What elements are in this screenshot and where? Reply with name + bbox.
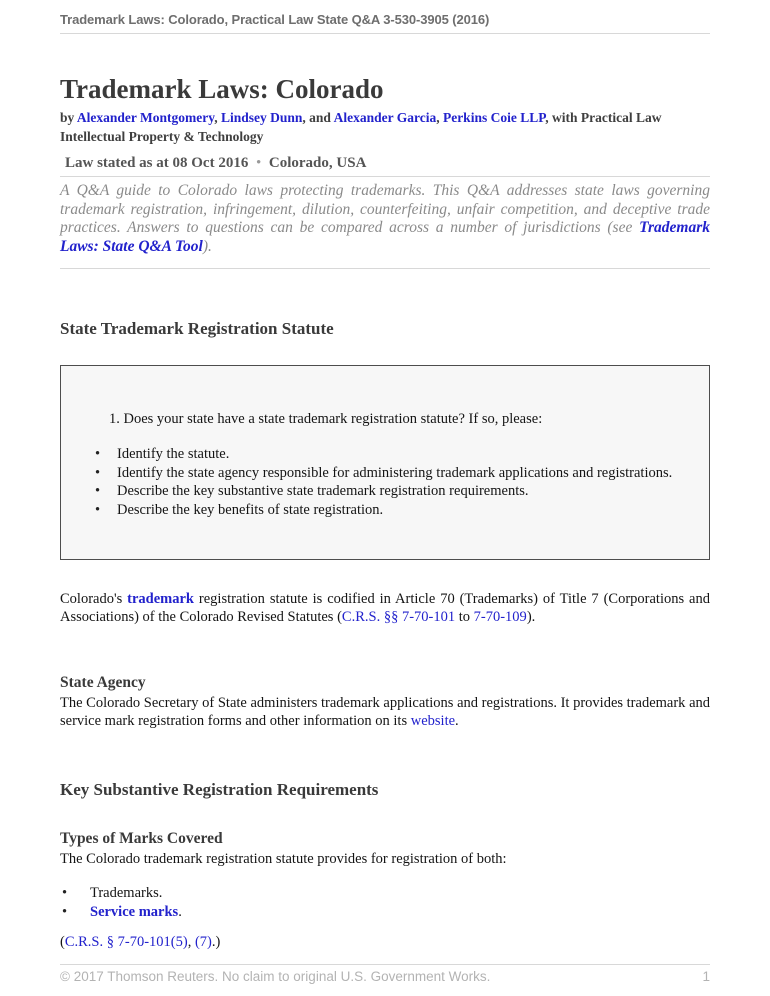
byline-prefix: by xyxy=(60,110,77,125)
subheading-state-agency: State Agency xyxy=(60,674,146,692)
byline-separator: , xyxy=(214,110,221,125)
types-intro-paragraph: The Colorado trademark registration statute provides for registration of both: xyxy=(60,851,507,868)
byline xyxy=(60,109,710,146)
separator-dot: • xyxy=(256,154,261,169)
statute-link-7-70-109[interactable]: 7-70-109 xyxy=(473,609,527,626)
answer-text: ). xyxy=(526,609,536,626)
author-link-montgomery[interactable]: Alexander Montgomery xyxy=(76,110,215,125)
marks-bullet-trademarks: • Trademarks. xyxy=(60,884,710,903)
abstract-text-end: ). xyxy=(202,237,212,255)
question-text: 1. Does your state have a state trademark registration statute? If so, please: xyxy=(109,411,543,428)
marks-bullet-service-marks xyxy=(60,903,710,922)
jurisdiction-label: Colorado, USA xyxy=(268,155,367,171)
citation-link-7[interactable]: (7) xyxy=(194,934,212,951)
agency-text-end: . xyxy=(455,713,459,730)
question-bullet-item: • Identify the statute. xyxy=(93,445,697,464)
question-bullet-item: • Describe the key benefits of state registration. xyxy=(93,501,697,520)
service-marks-link[interactable]: Service marks xyxy=(90,903,179,920)
byline-suffix: , with Practical Law Intellectual Property & Technology xyxy=(60,110,662,144)
header-divider xyxy=(60,33,710,34)
statute-link-7-70-101[interactable]: C.R.S. §§ 7-70-101 xyxy=(341,609,456,626)
footer-copyright: © 2017 Thomson Reuters. No claim to original U.S. Government Works. xyxy=(60,969,491,984)
question-bullet-list xyxy=(93,445,697,519)
website-link[interactable]: website xyxy=(410,713,456,730)
abstract-divider xyxy=(60,268,710,269)
law-stated-row xyxy=(60,154,710,177)
section-heading-key-requirements: Key Substantive Registration Requirements xyxy=(60,780,379,800)
answer-text: registration statute is codified in Article 70 (Trademarks) of Title 7 (Corporations and Associations) of the Colorado Revised Statutes ( xyxy=(60,591,710,626)
answer-text: to xyxy=(455,609,474,626)
question-bullet-item: • Describe the key substantive state trademark registration requirements. xyxy=(93,482,697,501)
author-link-garcia[interactable]: Alexander Garcia xyxy=(333,110,437,125)
citation-text: ( xyxy=(60,934,65,951)
bullet-suffix: . xyxy=(178,903,182,920)
law-stated-date: Law stated as at 08 Oct 2016 xyxy=(65,155,249,171)
author-link-dunn[interactable]: Lindsey Dunn xyxy=(221,110,303,125)
byline-separator: , xyxy=(436,110,443,125)
marks-bullet-list xyxy=(60,884,710,921)
citation-link-7-70-101-5[interactable]: C.R.S. § 7-70-101(5) xyxy=(64,934,188,951)
footer-page-number: 1 xyxy=(702,969,710,984)
abstract-text: A Q&A guide to Colorado laws protecting trademarks. This Q&A addresses state laws governing trademark registration, infringement, dilution, counterfeiting, unfair competition, and deceptive trade practices. Answers to questions can be compared across a number of jurisdictions (see xyxy=(60,182,710,237)
abstract-paragraph xyxy=(60,182,710,256)
agency-paragraph xyxy=(60,694,710,730)
footer-divider xyxy=(60,964,710,965)
document-header xyxy=(60,0,710,34)
subheading-types-of-marks: Types of Marks Covered xyxy=(60,830,223,848)
section-heading-registration-statute: State Trademark Registration Statute xyxy=(60,319,334,339)
citation-text-end: .) xyxy=(211,934,221,951)
trademark-glossary-link[interactable]: trademark xyxy=(127,591,194,608)
question-box xyxy=(60,365,710,560)
header-breadcrumb: Trademark Laws: Colorado, Practical Law State Q&A 3-530-3905 (2016) xyxy=(60,12,490,27)
page-title: Trademark Laws: Colorado xyxy=(60,74,384,104)
statute-answer-paragraph xyxy=(60,590,710,626)
citation-paragraph xyxy=(60,933,710,951)
firm-link-perkins-coie[interactable]: Perkins Coie LLP xyxy=(442,110,546,125)
qa-tool-link[interactable]: Trademark Laws: State Q&A Tool xyxy=(60,219,710,255)
agency-text: The Colorado Secretary of State administers trademark applications and registrations. It provides trademark and service mark registration forms and other information on its xyxy=(60,695,710,730)
question-bullet-item: • Identify the state agency responsible for administering trademark applications and registrations. xyxy=(93,464,697,483)
document-footer xyxy=(60,964,710,984)
byline-separator: , and xyxy=(302,110,334,125)
answer-text: Colorado's xyxy=(60,591,128,608)
citation-text: , xyxy=(187,934,195,951)
